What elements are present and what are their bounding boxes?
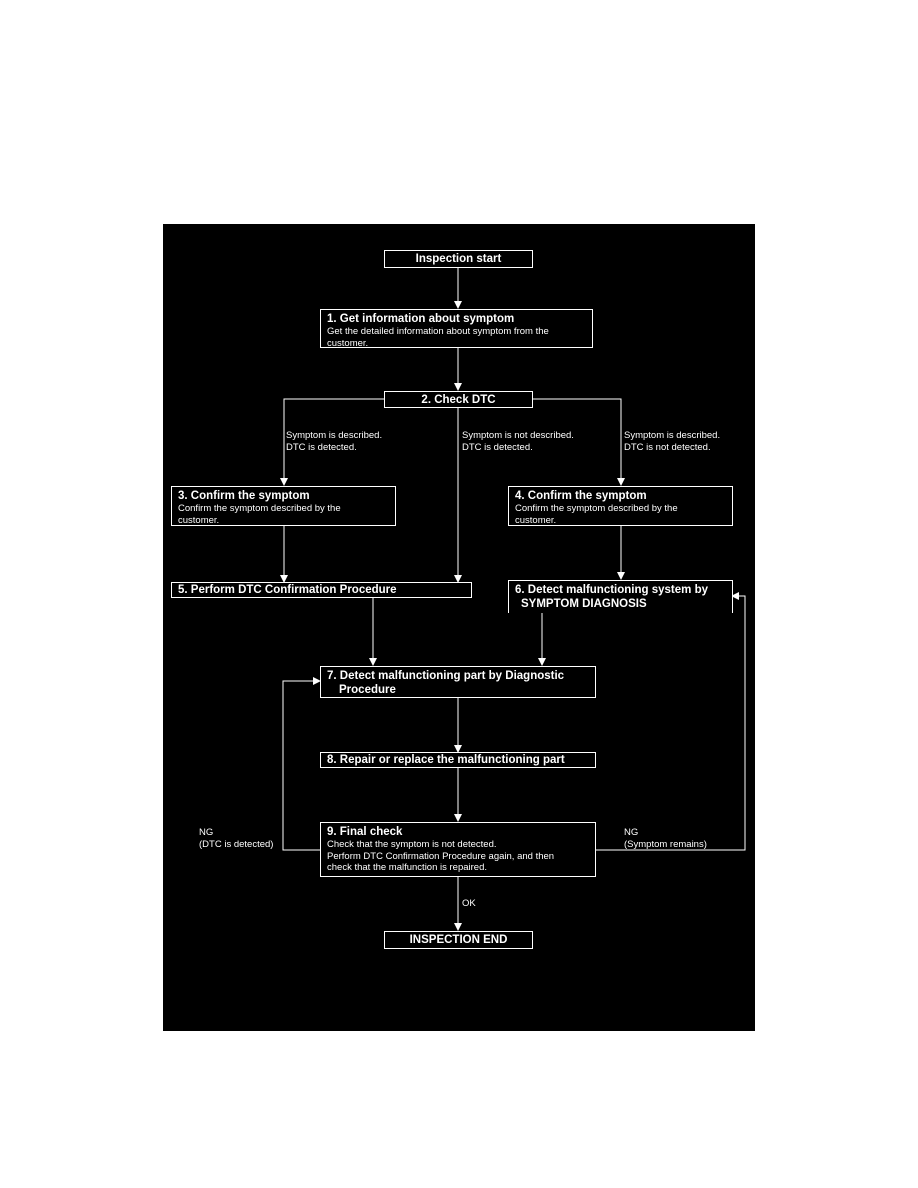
- step-9-title: 9. Final check: [327, 826, 403, 838]
- ng-label-left: [199, 827, 273, 850]
- step-1-desc-line-1: Get the detailed information about symptom from the: [327, 326, 549, 337]
- step-6-box: [508, 580, 733, 613]
- inspection-end-title: INSPECTION END: [409, 934, 508, 946]
- branch-left-line-2: DTC is detected.: [286, 441, 357, 453]
- step-4-box: [508, 486, 733, 526]
- step-3-title: 3. Confirm the symptom: [178, 490, 310, 502]
- loop-ng-to-s6: [596, 596, 745, 850]
- step-5-title: 5. Perform DTC Confirmation Procedure: [178, 584, 397, 596]
- step-3-desc-line-1: Confirm the symptom described by the: [178, 503, 341, 514]
- inspection-end-box: [384, 931, 533, 949]
- step-1-title: 1. Get information about symptom: [327, 313, 515, 325]
- inspection-start-title: Inspection start: [415, 253, 502, 265]
- step-4-desc-line-1: Confirm the symptom described by the: [515, 503, 678, 514]
- ng-left-line-1: NG: [199, 827, 214, 838]
- inspection-start-box: [384, 250, 533, 268]
- step-5-box: [171, 582, 472, 598]
- flowchart-canvas: [163, 224, 755, 1031]
- ng-right-line-2: (Symptom remains): [624, 838, 707, 850]
- step-9-desc-line-3: check that the malfunction is repaired.: [327, 862, 488, 873]
- step-7-title-line-1: 7. Detect malfunctioning part by Diagnostic: [327, 670, 565, 682]
- step-1-box: [320, 309, 593, 348]
- loop-ng-to-s7: [283, 681, 320, 850]
- step-3-box: [171, 486, 396, 526]
- step-8-box: [320, 752, 596, 768]
- ng-label-right: [624, 827, 707, 850]
- ok-text: OK: [462, 898, 476, 909]
- step-2-title: 2. Check DTC: [421, 393, 496, 406]
- step-2-box: [384, 391, 533, 408]
- branch-label-middle: [462, 430, 574, 453]
- step-8-title: 8. Repair or replace the malfunctioning part: [327, 754, 565, 766]
- step-6-title-line-2: SYMPTOM DIAGNOSIS: [521, 598, 647, 610]
- branch-right-line-1: Symptom is described.: [624, 430, 721, 441]
- step-9-box: [320, 822, 596, 877]
- branch-label-right: [624, 430, 720, 453]
- ng-right-line-1: NG: [624, 827, 639, 838]
- branch-right-line-2: DTC is not detected.: [624, 441, 711, 453]
- step-7-box: [320, 666, 596, 698]
- step-9-desc-line-2: Perform DTC Confirmation Procedure again, and then: [327, 850, 555, 862]
- branch-label-left: [286, 430, 382, 453]
- step-3-desc-line-2: customer.: [178, 514, 220, 526]
- branch-middle-line-1: Symptom is not described.: [462, 430, 574, 441]
- branch-left-line-1: Symptom is described.: [286, 430, 383, 441]
- branch-middle-line-2: DTC is detected.: [462, 441, 533, 453]
- step-9-desc-line-1: Check that the symptom is not detected.: [327, 839, 497, 850]
- step-1-desc-line-2: customer.: [327, 337, 369, 349]
- step-7-title-line-2: Procedure: [339, 684, 396, 696]
- ok-label: [462, 898, 476, 910]
- step-6-title-line-1: 6. Detect malfunctioning system by: [515, 584, 708, 596]
- ng-left-line-2: (DTC is detected): [199, 838, 274, 850]
- step-4-desc-line-2: customer.: [515, 514, 557, 526]
- step-4-title: 4. Confirm the symptom: [515, 490, 647, 502]
